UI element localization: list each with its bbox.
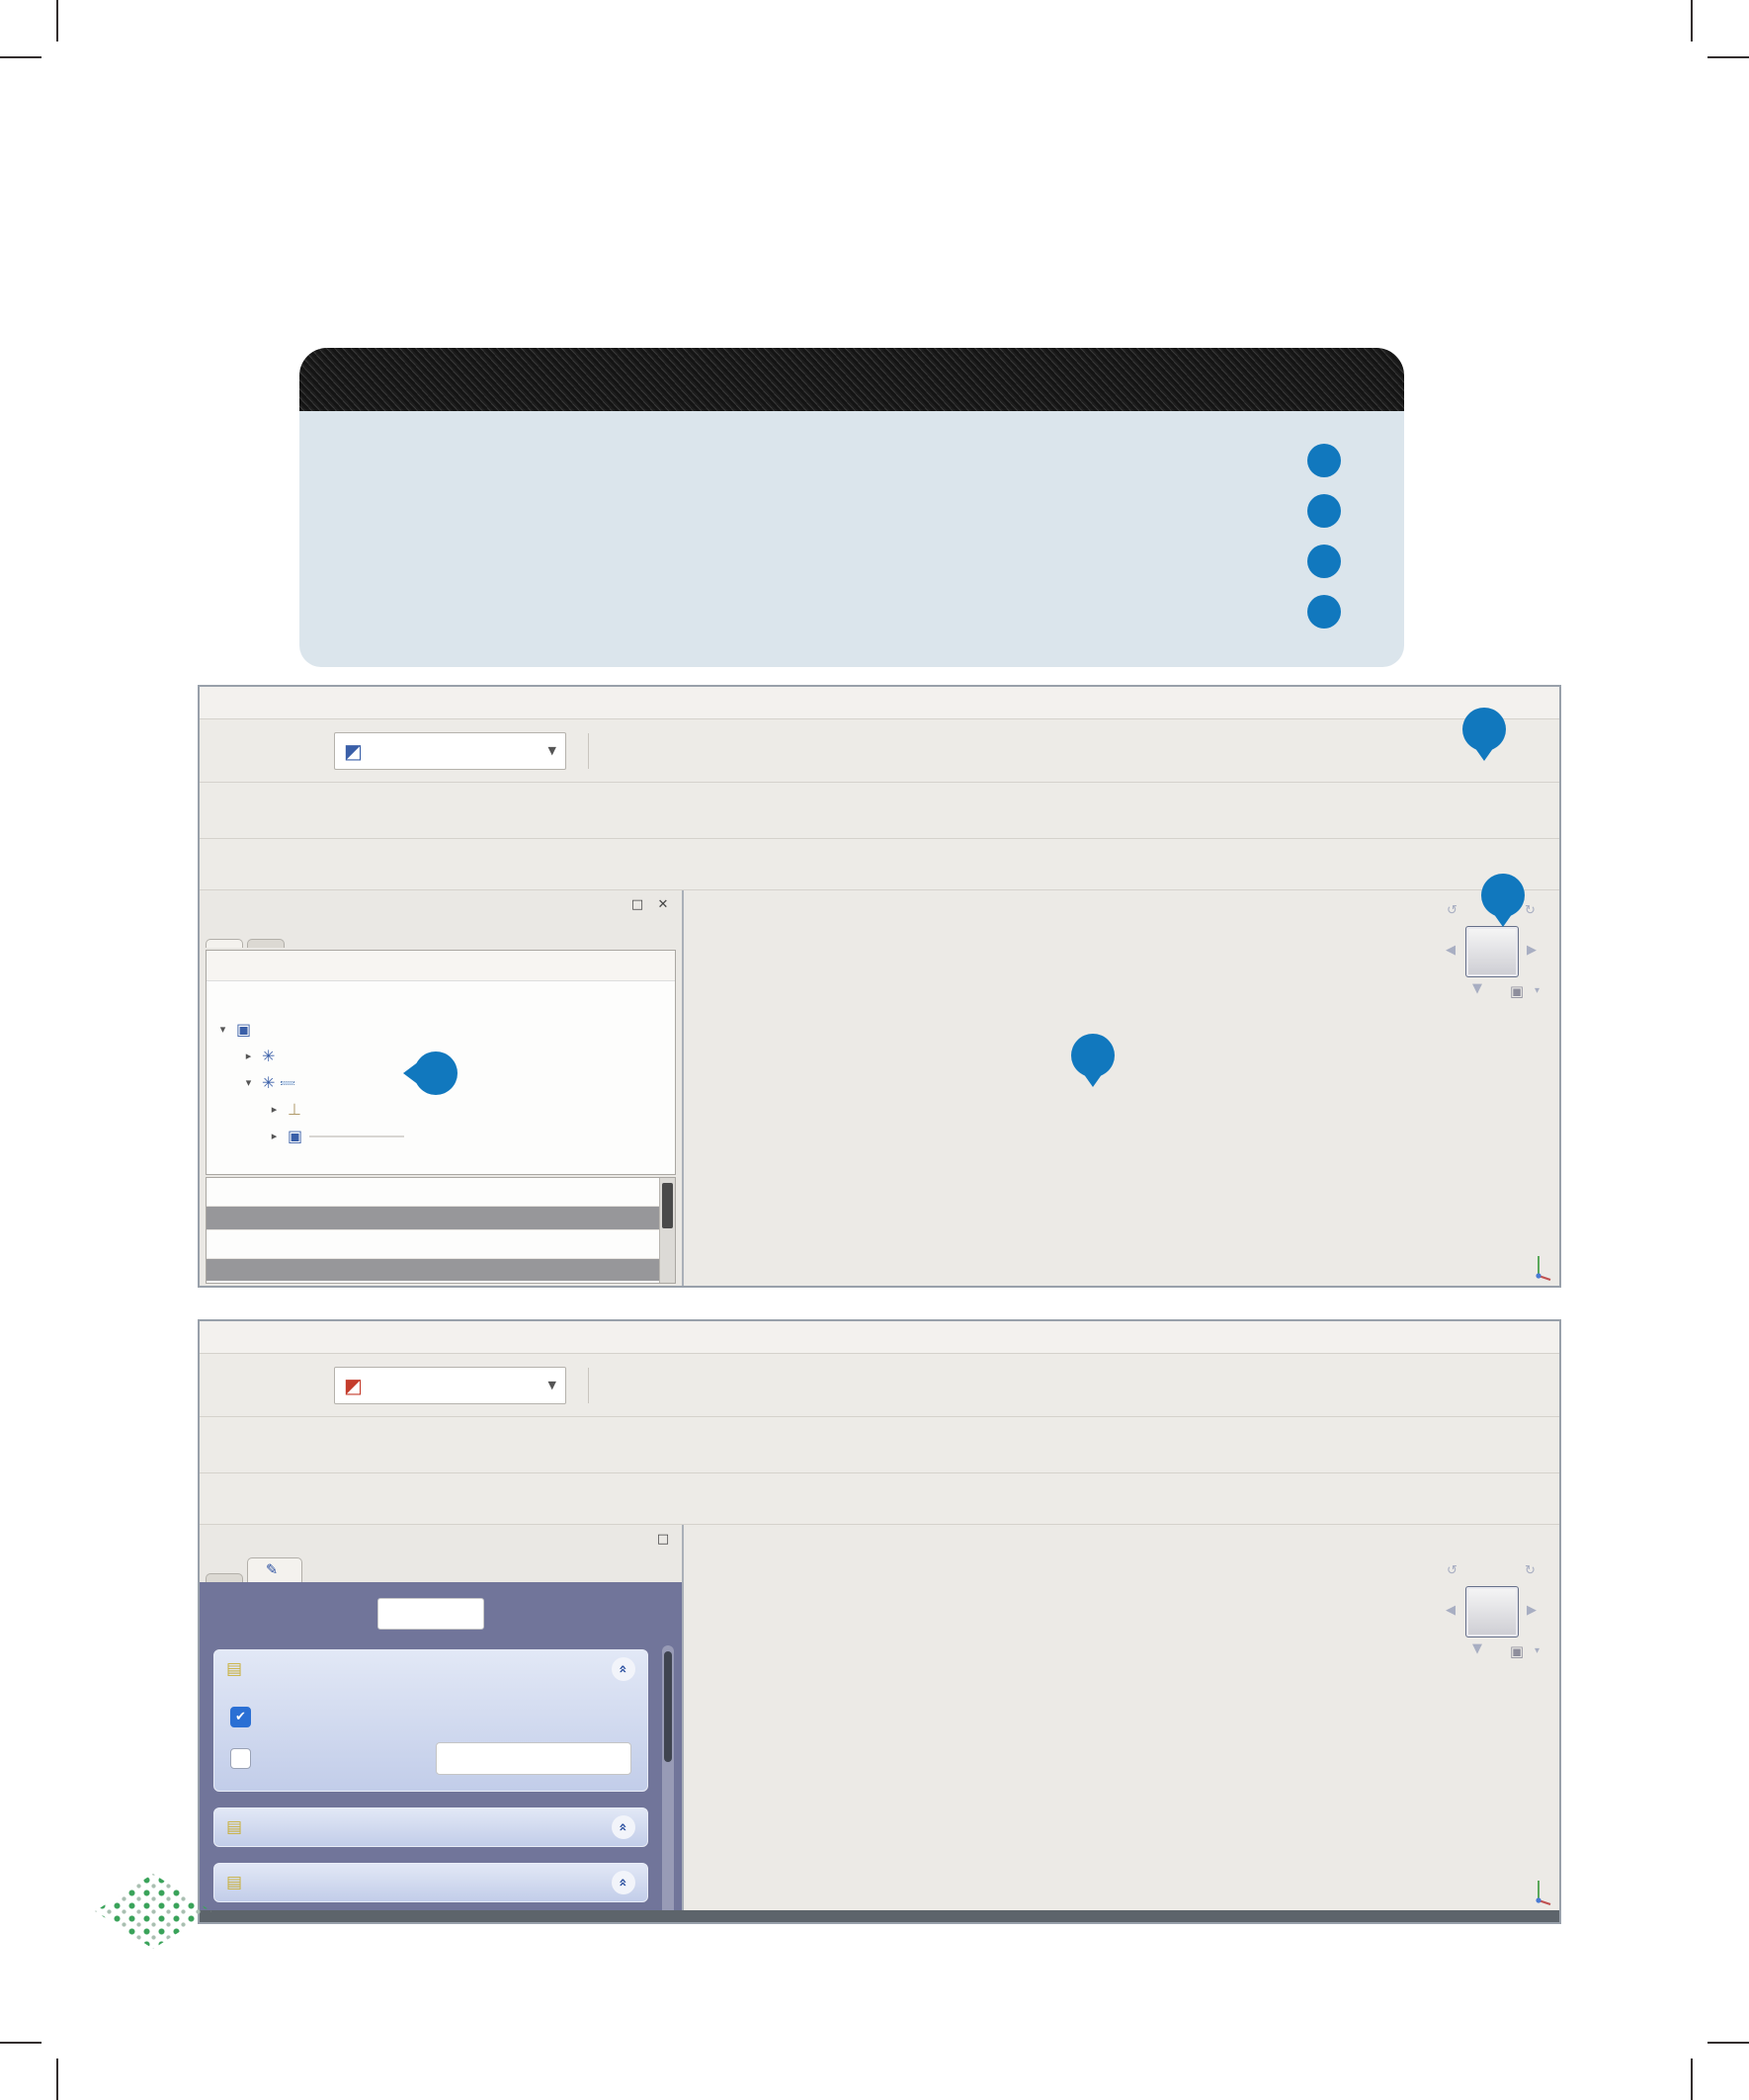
page-title-english [1370,136,1374,172]
chevron-down-icon[interactable]: ▾ [1534,1645,1540,1656]
chevron-down-icon: ▼ [547,744,556,757]
rotate-ccw-icon[interactable]: ↺ [1447,1563,1458,1578]
pen-icon: ✎ [266,1562,279,1578]
cube-arrow-left-icon[interactable]: ◀ [1446,1603,1456,1618]
menu-measure[interactable] [374,700,395,706]
float-panel-icon[interactable]: □ [656,1531,670,1547]
solver-messages-card [213,1649,648,1792]
view-toolbar [200,1417,1559,1473]
freecad-window-part-design [198,685,1561,1288]
expander-icon[interactable]: ▾ [245,1076,252,1089]
axis-indicator-icon [1524,1873,1553,1906]
mini-cube-icon[interactable]: ▣ [1509,1642,1524,1660]
document-icon: ▣ [236,1020,252,1039]
menu-view[interactable] [255,700,277,706]
scrollbar-thumb[interactable] [664,1651,672,1762]
callout-pin-2 [414,1051,458,1095]
tree-item-application[interactable] [207,989,675,1016]
menu-help[interactable] [374,1334,395,1340]
view-toolbar [200,783,1559,839]
instruction-box-header [299,348,1404,411]
callout-pin-4 [1462,708,1506,751]
menu-macro[interactable] [302,1334,324,1340]
property-row-label[interactable] [207,1230,675,1259]
workbench-selector[interactable] [334,732,566,770]
chevron-down-icon[interactable]: ▾ [1534,985,1540,996]
auto-remove-redundants-checkbox[interactable]: ✔ [230,1707,251,1727]
instruction-step-2 [325,494,1367,528]
section-icon: ▤ [226,1817,243,1837]
tree-item-unnamed[interactable] [207,1016,675,1043]
menu-sketch[interactable] [326,1334,348,1340]
sketcher-geometry-toolbar [200,1473,1559,1525]
menu-sketch[interactable] [326,700,348,706]
crop-mark [1691,0,1693,42]
crop-mark [56,2058,58,2100]
property-header-row [207,1178,675,1207]
part-design-toolbar [200,839,1559,890]
menu-part-design[interactable] [350,700,372,706]
menu-help[interactable] [421,700,443,706]
cube-arrow-right-icon[interactable]: ▶ [1527,943,1537,958]
crop-mark [1691,2058,1693,2100]
tasks-scrollbar[interactable] [662,1645,674,1910]
freecad-window-sketcher [198,1319,1561,1924]
expander-icon[interactable]: ▾ [219,1023,226,1036]
tab-tasks[interactable] [247,939,285,948]
menu-tools[interactable] [279,1334,300,1340]
cube-arrow-left-icon[interactable]: ◀ [1446,943,1456,958]
workbench-icon: ◩ [344,1373,363,1397]
pad-feature-icon: ▣ [288,1127,303,1145]
navigation-cube[interactable] [1437,1560,1545,1661]
mini-cube-icon[interactable]: ▣ [1509,982,1524,1000]
step-number-badge [1307,444,1341,477]
menu-file[interactable] [208,1334,229,1340]
workbench-icon: ◩ [344,738,363,763]
chevron-down-icon: ▼ [547,1379,556,1391]
menu-file[interactable] [208,700,229,706]
menu-view[interactable] [255,1334,277,1340]
step-number-badge [1307,595,1341,629]
property-group-base[interactable] [207,1207,675,1230]
menu-edit[interactable] [231,700,253,706]
cube-arrow-down-icon[interactable]: ▼ [1472,1641,1482,1656]
menu-bar [200,1321,1559,1354]
expander-icon[interactable]: ▸ [245,1050,252,1062]
menu-edit[interactable] [231,1334,253,1340]
edit-controls-card [213,1807,648,1847]
origin-axes-icon: ⊥ [288,1100,301,1119]
toolbar-separator [588,733,589,769]
update-button[interactable] [436,1742,631,1775]
tab-model[interactable] [206,939,243,948]
menu-tools[interactable] [279,700,300,706]
window-bottom-frame [200,1910,1559,1922]
auto-update-checkbox[interactable] [230,1748,251,1769]
crop-mark [1707,56,1749,58]
page-title [1370,136,1374,172]
combo-view-panel [200,1525,684,1910]
property-scrollbar[interactable] [659,1178,675,1283]
menu-macro[interactable] [302,700,324,706]
instruction-step-3 [325,545,1367,578]
tab-tasks[interactable] [247,1557,302,1582]
navcube-top-face[interactable] [1465,1586,1519,1638]
scrollbar-thumb[interactable] [662,1183,673,1228]
rotate-ccw-icon[interactable]: ↺ [1447,903,1458,918]
cube-arrow-right-icon[interactable]: ▶ [1527,1603,1537,1618]
collapse-section-icon[interactable]: » [612,1871,635,1894]
axis-indicator-icon [1524,1248,1553,1282]
crop-mark [0,56,42,58]
crop-mark [0,2042,42,2044]
tree-item-origin001[interactable] [207,1096,675,1123]
section-icon: ▤ [226,1659,243,1679]
crop-mark [1707,2042,1749,2044]
menu-windows[interactable] [397,700,419,706]
instruction-step-4 [325,595,1367,629]
tasks-panel [200,1582,682,1910]
collapse-section-icon[interactable]: » [612,1815,635,1839]
close-button[interactable] [377,1598,484,1630]
instruction-step-1 [325,444,1367,477]
ministry-footer [61,1874,338,1961]
standard-toolbar [200,719,1559,783]
crop-mark [56,0,58,42]
gear-body-icon: ✳ [262,1073,276,1092]
instruction-box [299,348,1404,667]
step-number-badge [1307,545,1341,578]
rotate-cw-icon[interactable]: ↺ [1525,903,1536,918]
cube-arrow-down-icon[interactable]: ▼ [1472,981,1482,996]
expander-icon[interactable]: ▸ [271,1130,278,1142]
menu-bar [200,687,1559,719]
section-icon: ▤ [226,1873,243,1892]
toolbar-separator [588,1368,589,1403]
sketch-viewport[interactable] [684,1525,1559,1910]
tab-model[interactable] [206,1573,243,1582]
property-editor [206,1177,676,1284]
close-panel-icon[interactable]: ✕ [657,896,669,912]
rotate-cw-icon[interactable]: ↺ [1525,1563,1536,1578]
tree-item-pad001[interactable] [207,1123,675,1149]
step-number-badge [1307,494,1341,528]
ministry-logo-dots [95,1874,211,1949]
menu-windows[interactable] [350,1334,372,1340]
3d-scene [684,890,1559,1286]
callout-pin-1 [1481,874,1525,917]
workbench-selector[interactable] [334,1367,566,1404]
gear-body-icon: ✳ [262,1047,276,1065]
instruction-box-body [299,411,1404,667]
collapse-section-icon[interactable]: » [612,1657,635,1681]
property-group-partial [207,1259,675,1281]
float-panel-icon[interactable]: □ [630,896,644,912]
callout-pin-3 [1071,1034,1115,1077]
standard-toolbar [200,1354,1559,1417]
expander-icon[interactable]: ▸ [271,1103,278,1116]
sketch-scene [684,1525,1559,1910]
3d-viewport[interactable] [684,890,1559,1286]
